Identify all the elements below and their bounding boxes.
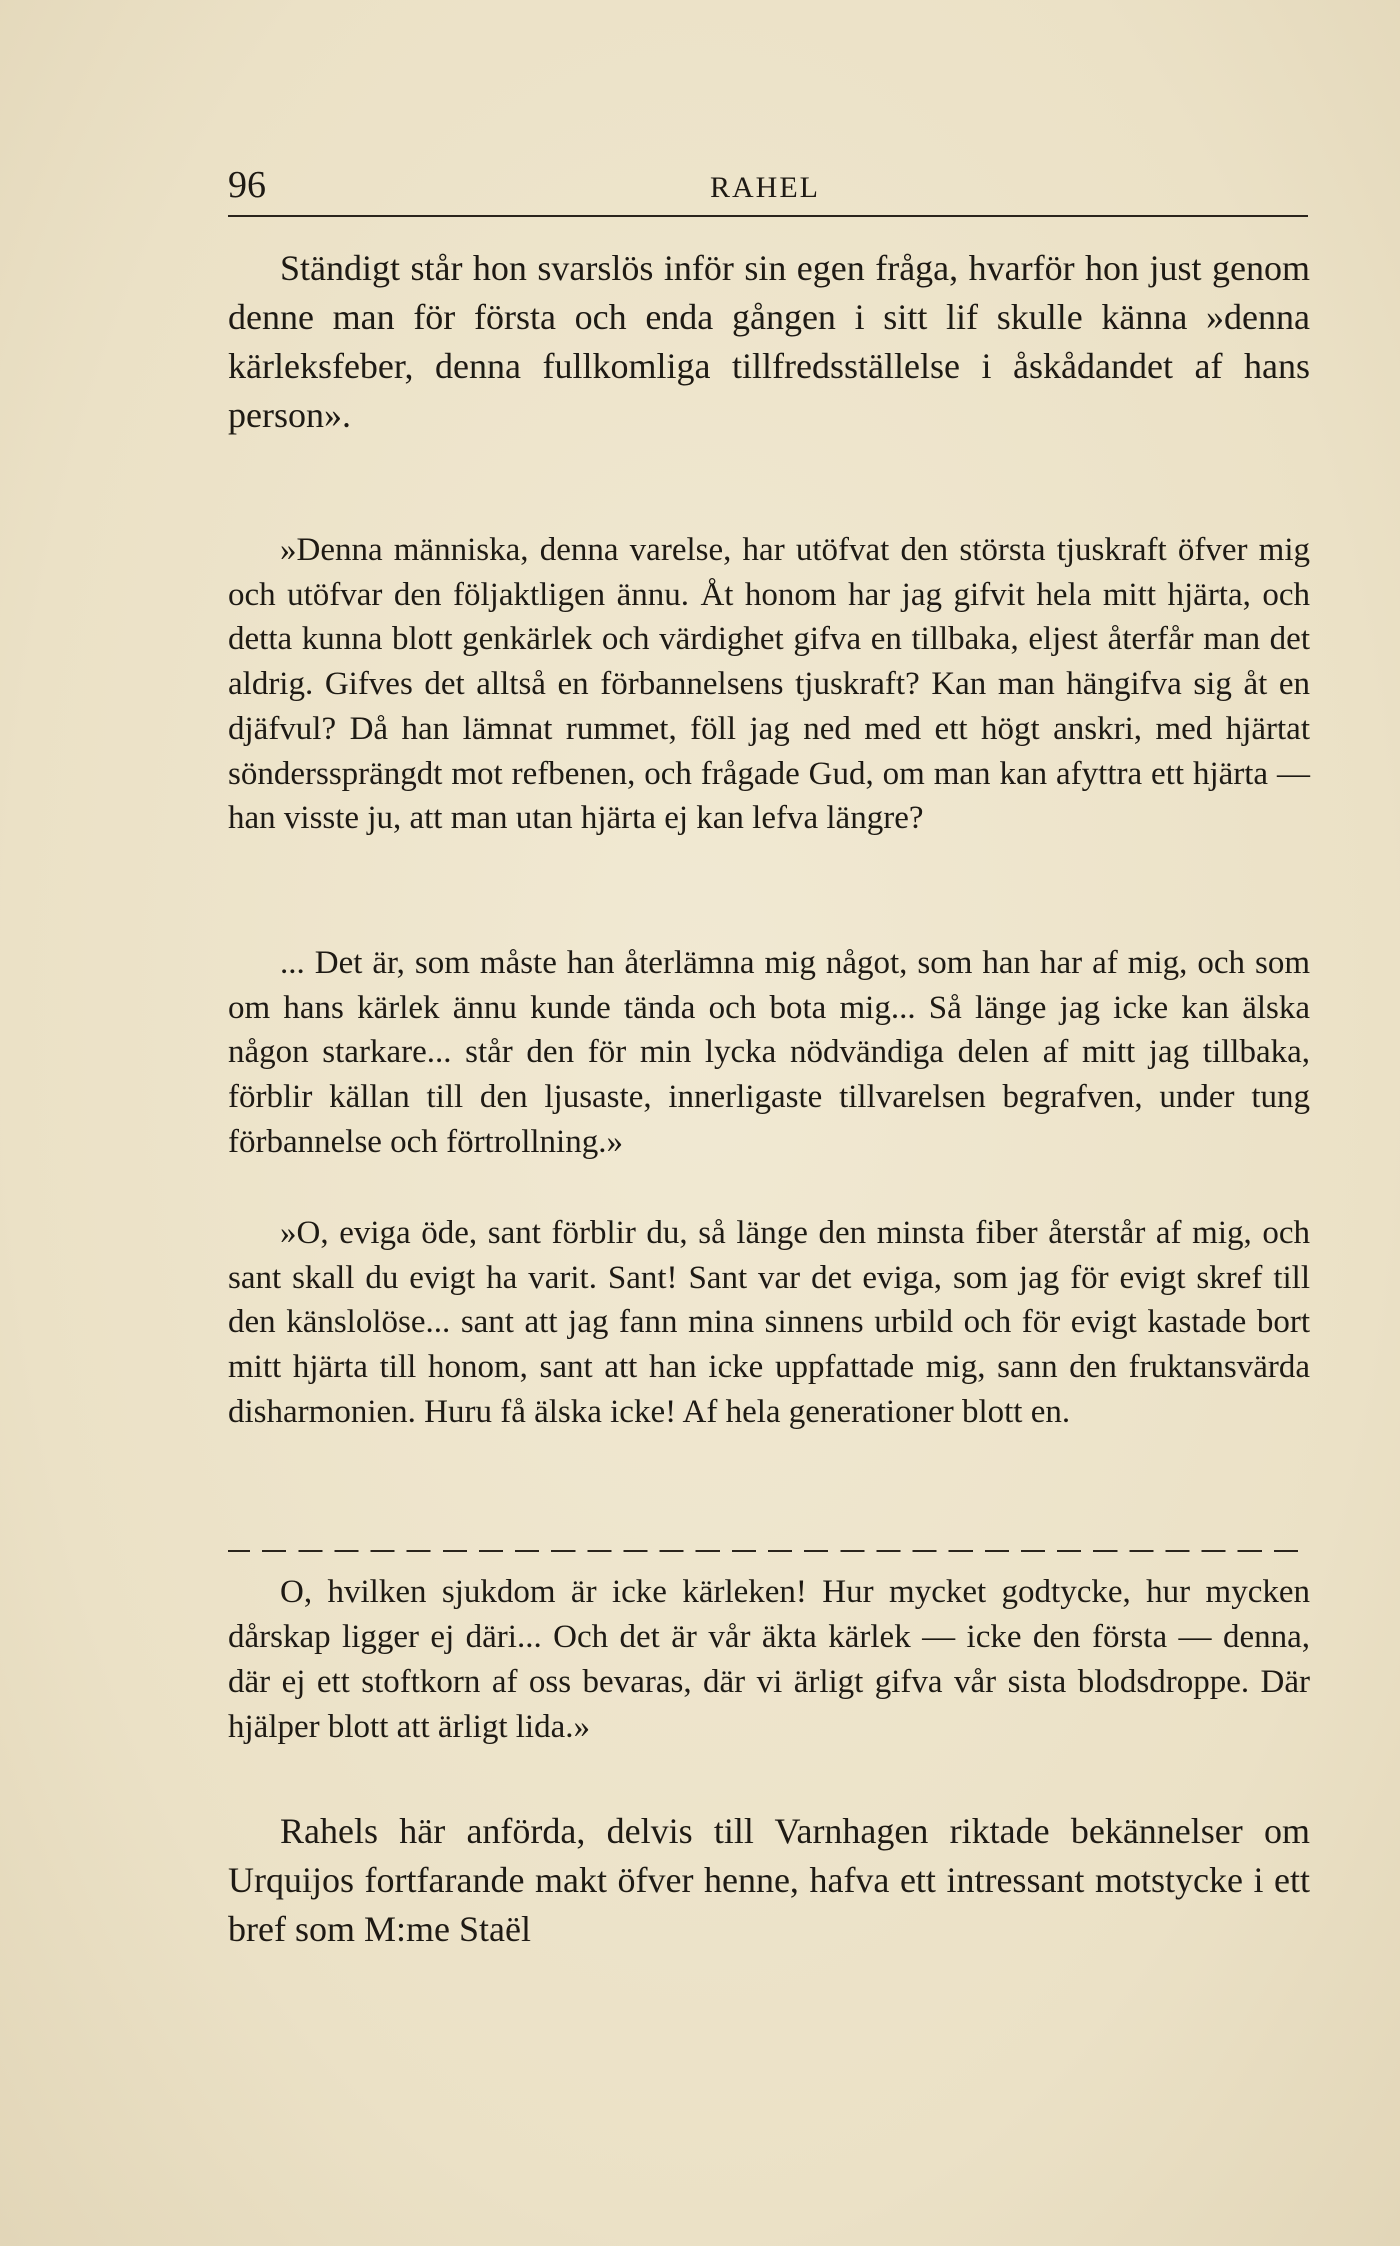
section-divider bbox=[228, 1550, 1310, 1552]
paragraph-2: »Denna människa, denna varelse, har utöfvat den största tjuskraft öfver mig och utöfvar den följaktligen ännu. Åt honom har jag gifvit hela mitt hjärta, och detta kunna blott genkärlek och värdighet gifva en tillbaka, eljest återfår man det aldrig. Gifves det alltså en förbannelsens tjuskraft? Kan man hängifva sig åt en djäfvul? Då han lämnat rummet, föll jag ned med ett högt anskri, med hjärtat sönderssprängdt mot refbenen, och frågade Gud, om man kan afyttra ett hjärta — han visste ju, att man utan hjärta ej kan lefva längre? bbox=[228, 532, 1310, 837]
paragraph-3: ... Det är, som måste han återlämna mig något, som han har af mig, och som om hans kärlek ännu kunde tända och bota mig... Så länge jag icke kan älska någon starkare... står den för min lycka nödvändiga delen af mitt jag tillbaka, förblir källan till den ljusaste, innerligaste tillvarelsen begrafven, under tung förbannelse och förtrollning.» bbox=[228, 945, 1310, 1160]
page-header bbox=[228, 160, 1308, 220]
paragraph-5: O, hvilken sjukdom är icke kärleken! Hur mycket godtycke, hur mycken dårskap ligger ej däri... Och det är vår äkta kärlek — icke den första — denna, där ej ett stoftkorn af oss bevaras, där vi ärligt gifva vår sista blodsdroppe. Där hjälper blott att ärligt lida.» bbox=[228, 1574, 1310, 1745]
paragraph-6: Rahels här anförda, delvis till Varnhagen riktade bekännelser om Urquijos fortfarande makt öfver henne, hafva ett intressant motstycke i ett bref som M:me Staël bbox=[228, 1811, 1310, 1949]
paragraph-4: »O, eviga öde, sant förblir du, så länge den minsta fiber återstår af mig, och sant skall du evigt ha varit. Sant! Sant var det eviga, som jag för evigt skref till den känslolöse... sant att jag fann mina sinnens urbild och för evigt kastade bort mitt hjärta till honom, sant att han icke uppfattade mig, sann den fruktansvärda disharmonien. Huru få älska icke! Af hela generationer blott en. bbox=[228, 1215, 1310, 1430]
header-rule bbox=[228, 215, 1308, 217]
running-head: RAHEL bbox=[710, 171, 820, 204]
page-number: 96 bbox=[228, 164, 266, 206]
paragraph-1: Ständigt står hon svarslös inför sin egen fråga, hvarför hon just genom denne man för första och enda gången i sitt lif skulle känna »denna kärleksfeber, denna fullkomliga tillfredsställelse i åskådandet af hans person». bbox=[228, 248, 1310, 435]
